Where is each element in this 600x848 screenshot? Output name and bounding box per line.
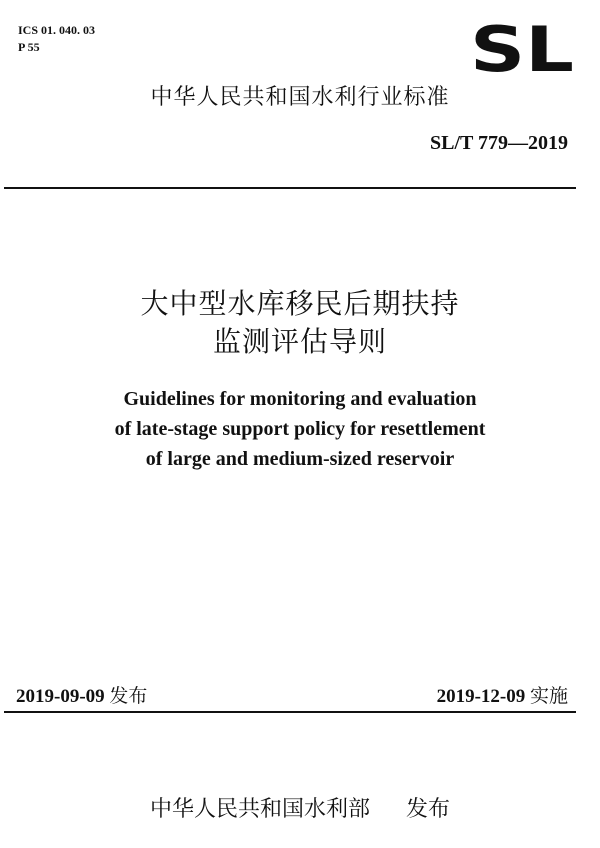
top-divider [4, 187, 576, 189]
issuer-block [0, 792, 600, 823]
english-title-line-1: Guidelines for monitoring and evaluation [123, 388, 477, 410]
implement-date: 2019-12-09 [436, 686, 526, 707]
standard-number: SL/T 779—2019 [430, 132, 568, 154]
english-title-line-3: of large and medium-sized reservoir [145, 448, 455, 470]
english-title-line-2: of late-stage support policy for resettlement [114, 418, 486, 440]
bottom-divider [4, 711, 576, 713]
implement-label: 实施 [529, 685, 568, 707]
sl-logo [470, 24, 574, 74]
svg-text:SL: SL [470, 24, 574, 74]
ics-code: ICS 01. 040. 03 [18, 23, 96, 37]
chinese-title-line-2: 监测评估导则 [212, 325, 387, 358]
publish-date-block [16, 681, 147, 708]
standard-category: 中华人民共和国水利行业标准 [150, 85, 450, 110]
classification-codes [18, 22, 95, 56]
implement-date-block [437, 681, 568, 708]
publish-label: 发布 [109, 685, 148, 707]
publish-date: 2019-09-09 [16, 686, 105, 707]
chinese-title-line-1: 大中型水库移民后期扶持 [140, 287, 460, 320]
issuer-name: 中华人民共和国水利部 [149, 797, 370, 822]
issuer-action: 发布 [406, 797, 451, 822]
chinese-title [0, 285, 600, 361]
english-title [0, 384, 600, 474]
p-code: P 55 [18, 40, 40, 54]
